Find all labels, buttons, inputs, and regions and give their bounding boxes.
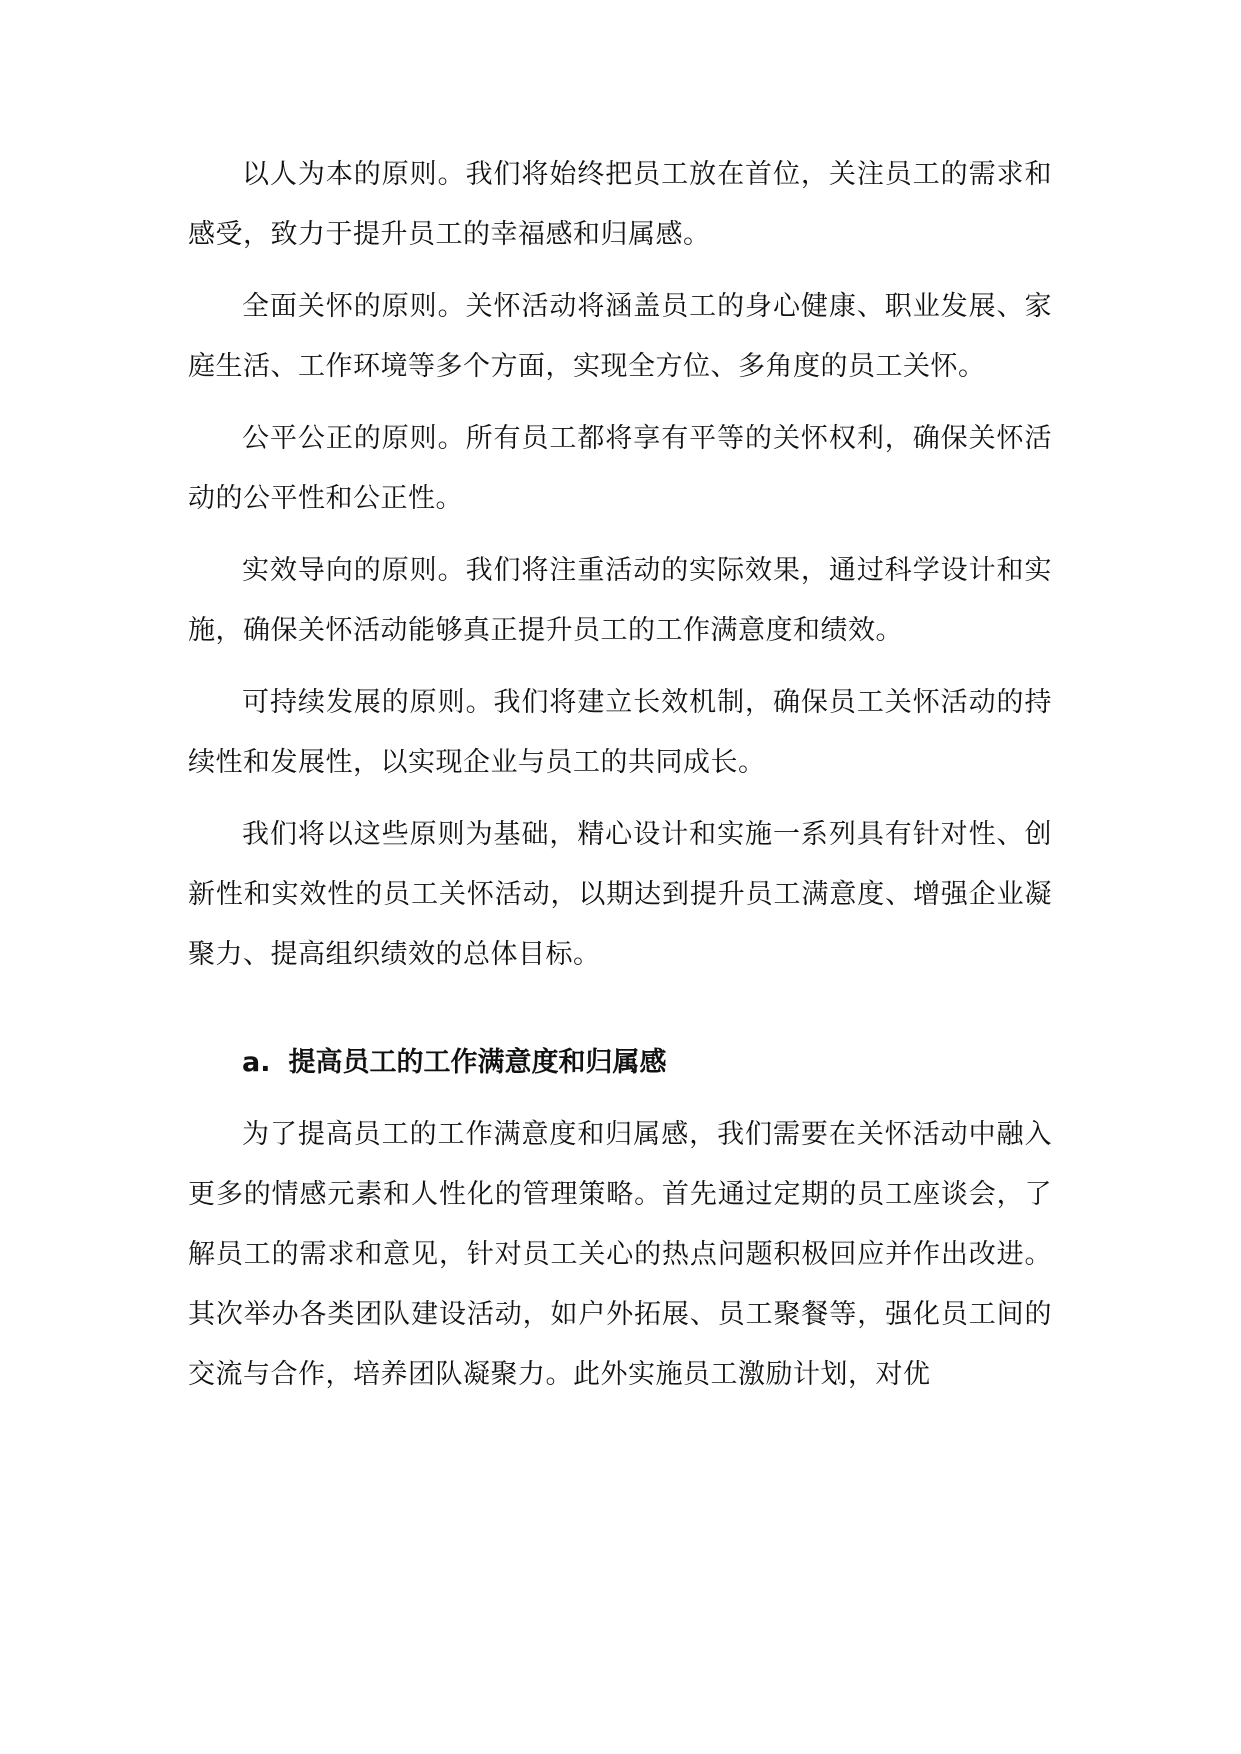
principles-summary: 我们将以这些原则为基础，精心设计和实施一系列具有针对性、创新性和实效性的员工关怀活动，以期达到提升员工满意度、增强企业凝聚力、提高组织绩效的总体目标。 (188, 819, 1052, 970)
section-paragraph: 为了提高员工的工作满意度和归属感，我们需要在关怀活动中融入更多的情感元素和人性化的管理策略。首先通过定期的员工座谈会，了解员工的需求和意见，针对员工关心的热点问题积极回应并作出改进。其次举办各类团队建设活动，如户外拓展、员工聚餐等，强化员工间的交流与合作，培养团队凝聚力。此外实施员工激励计划，对优 (188, 1119, 1052, 1390)
principle-comprehensive-care: 全面关怀的原则。关怀活动将涵盖员工的身心健康、职业发展、家庭生活、工作环境等多个方面，实现全方位、多角度的员工关怀。 (188, 291, 1052, 382)
principle-effectiveness: 实效导向的原则。我们将注重活动的实际效果，通过科学设计和实施，确保关怀活动能够真正提升员工的工作满意度和绩效。 (188, 555, 1052, 646)
section-heading (188, 1033, 1052, 1093)
principle-fairness: 公平公正的原则。所有员工都将享有平等的关怀权利，确保关怀活动的公平性和公正性。 (188, 423, 1052, 514)
principle-people-first: 以人为本的原则。我们将始终把员工放在首位，关注员工的需求和感受，致力于提升员工的幸福感和归属感。 (188, 159, 1052, 250)
principle-sustainability: 可持续发展的原则。我们将建立长效机制，确保员工关怀活动的持续性和发展性，以实现企业与员工的共同成长。 (188, 687, 1052, 778)
section-marker: a. (242, 1047, 271, 1078)
document-body (188, 145, 1052, 1405)
section-title: 提高员工的工作满意度和归属感 (288, 1047, 667, 1078)
